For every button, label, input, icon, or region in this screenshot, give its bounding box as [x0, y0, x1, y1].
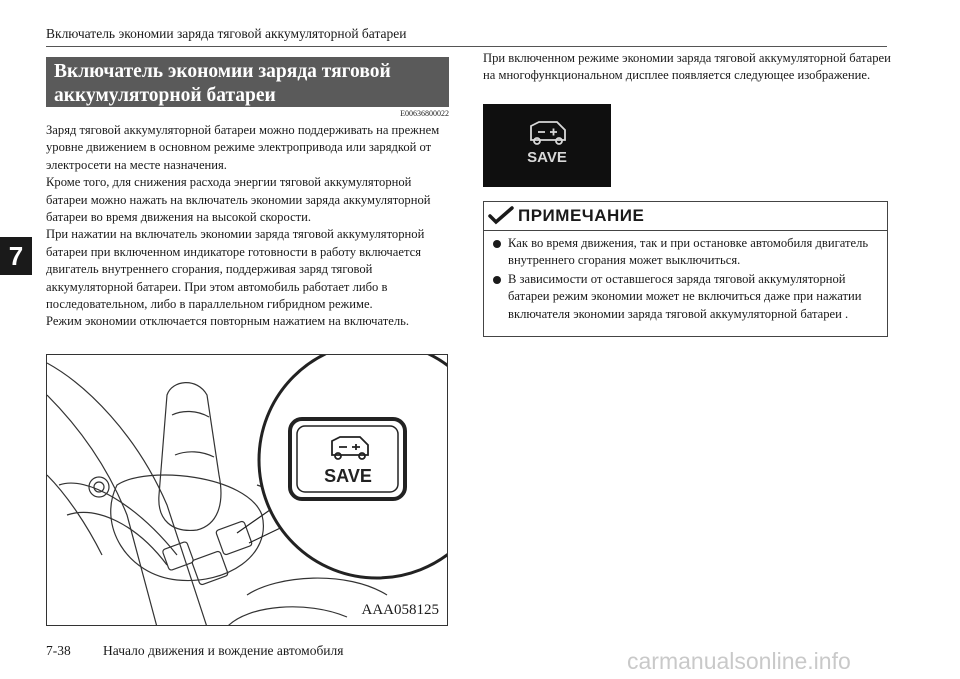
display-save-label: SAVE [527, 149, 567, 166]
hybrid-save-icon [531, 122, 565, 144]
page-number: 7-38 [46, 643, 71, 658]
section-title: Включатель экономии заряда тяговой аккумуляторной батареи [46, 57, 449, 107]
chapter-tab: 7 [0, 237, 32, 275]
bullet-icon [493, 276, 501, 284]
body-paragraph: Заряд тяговой аккумуляторной батареи можно поддерживать на прежнем уровне движением в основном режиме электропривода или зарядкой от электросети на месте назначения. [46, 123, 440, 172]
note-title: ПРИМЕЧАНИЕ [518, 206, 645, 225]
header-divider [46, 46, 887, 47]
section-code: E00636800022 [400, 109, 449, 118]
body-paragraph: Кроме того, для снижения расхода энергии тяговой аккумуляторной батареи можно нажать на включатель экономии заряда аккумуляторной батареи во время движения на высокой скорости. [46, 175, 431, 225]
note-item-text: В зависимости от оставшегося заряда тяговой аккумуляторной батареи режим экономии может не включиться даже при нажатии включателя экономии заряда тяговой аккумуляторной батареи . [508, 271, 862, 321]
watermark: carmanualsonline.info [627, 648, 851, 674]
running-header: Включатель экономии заряда тяговой аккумуляторной батареи [46, 26, 407, 41]
footer-chapter-title: Начало движения и вождение автомобиля [103, 643, 344, 658]
body-paragraph: Режим экономии отключается повторным нажатием на включатель. [46, 314, 410, 329]
save-display-graphic [483, 104, 611, 187]
note-header [484, 202, 887, 231]
note-item-text: Как во время движения, так и при остановке автомобиля двигатель внутреннего сгорания может выключиться. [508, 236, 869, 268]
body-paragraph: При нажатии на включатель экономии заряда тяговой аккумуляторной батареи при включенном индикаторе готовности в работу включается двигатель внутреннего сгорания, поддерживая заряд тяговой аккумуляторной батареи. При этом автомобиль работает либо в последовательном, либо в параллельном гибридном режиме. [46, 227, 425, 312]
bullet-icon [493, 240, 501, 248]
console-drawing [47, 355, 448, 626]
body-text [46, 122, 452, 331]
note-item [492, 235, 879, 270]
display-intro: При включенном режиме экономии заряда тяговой аккумуляторной батареи на многофункциональном дисплее появляется следующее изображение. [483, 51, 891, 83]
save-display-image [483, 104, 611, 187]
checkmark-icon [488, 206, 514, 226]
note-list [484, 231, 887, 323]
save-button-label: SAVE [324, 466, 372, 486]
console-illustration [46, 354, 448, 626]
note-box [483, 201, 888, 337]
note-item [492, 271, 879, 323]
figure-code: AAA058125 [361, 602, 439, 618]
